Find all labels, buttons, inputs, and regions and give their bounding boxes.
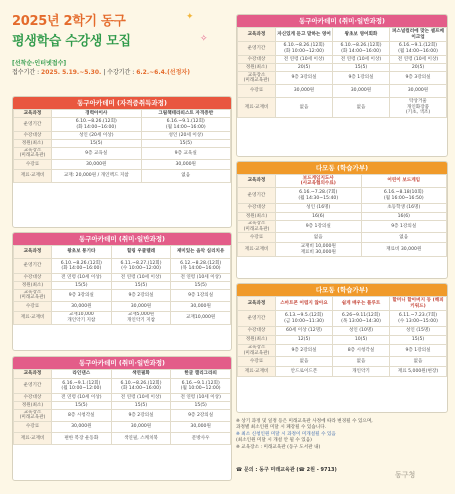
cell-capacity: 15(5) <box>333 64 390 72</box>
cell-schedule: 6.10.~8.26.(12회) (화 10:00~12:00) <box>276 42 333 56</box>
table-row <box>238 243 447 257</box>
table-row <box>238 233 447 243</box>
row-label-target: 수강대상 <box>14 394 52 402</box>
footer-notes <box>236 419 448 451</box>
cell-capacity: 15(5) <box>171 282 231 290</box>
cell-fee: 없음 <box>390 357 447 367</box>
course-name: 재미있는 음악 심리치유 <box>171 246 231 259</box>
cell-schedule: 6.12.~8.28.(12회) (목 14:00~16:00) <box>171 259 231 274</box>
row-label-course: 교육과정 <box>14 110 52 118</box>
row-label-fee: 수강료 <box>238 85 276 98</box>
row-label-course: 교육과정 <box>14 246 52 259</box>
cell-place: 9층 1강의실 <box>171 290 231 302</box>
table-row <box>14 311 231 324</box>
cell-capacity: 10(5) <box>333 336 390 345</box>
cell-target: 전 연령 (10세 이상) <box>333 56 390 64</box>
table-row <box>14 290 231 302</box>
row-label-place: 교육장소 (미래교육관) <box>238 221 276 233</box>
star-icon: ✦ <box>186 12 194 22</box>
cell-schedule: 6.16.~9.1.(12회) (월 10:00~12:00) <box>52 379 112 394</box>
cell-capacity: 16(6) <box>276 213 362 221</box>
cell-target: 전 연령 (10세 이상) <box>111 274 171 282</box>
cell-material: 교재: 20,000원 / 개인맥드 지참 <box>52 169 142 182</box>
table-row <box>238 311 447 327</box>
table-row <box>14 370 231 379</box>
section-header: 동구아카데미 (취미·일반과정) <box>13 357 231 369</box>
cell-capacity: 20(5) <box>390 64 447 72</box>
course-table <box>237 174 447 257</box>
title-line1: 2025년 2학기 동구 <box>12 14 126 29</box>
table-row <box>14 110 231 118</box>
cell-target: 전 연령 (10세 이상) <box>52 394 112 402</box>
cell-capacity: 12(5) <box>276 336 333 345</box>
cell-target: 전 연령 (10세 이상) <box>111 394 171 402</box>
row-label-course: 교육과정 <box>14 370 52 379</box>
cell-schedule: 6.16.~9.1.(12회) (월 10:00~12:00) <box>171 379 231 394</box>
cell-material: 탁상거울 개인화장품 (기초, 색조) <box>390 98 447 118</box>
course-value: 6.2.~6.4.(선정자) <box>136 68 190 76</box>
table-row <box>238 98 447 118</box>
table-row <box>238 85 447 98</box>
row-label-schedule: 운영기간 <box>238 42 276 56</box>
table-row <box>14 394 231 402</box>
cell-place: 9층 2강의실 <box>111 290 171 302</box>
cell-target: 전 연령 (10세 이상) <box>171 394 231 402</box>
cell-schedule: 6.16.~9.1.(12회) (월 14:00~16:00) <box>141 118 231 132</box>
row-label-target: 수강대상 <box>238 56 276 64</box>
cell-place: 9층 1강의실 <box>276 221 362 233</box>
cell-target: 60세 이상 (12명) <box>276 327 333 336</box>
table-row <box>14 282 231 290</box>
info-box: [선착순·인터넷접수] 접수기간 : 2025. 5.19.~5.30. | 수강기간 : 6.2.~6.4.(선정자) <box>12 60 190 76</box>
course-table <box>13 369 231 445</box>
row-label-capacity: 정원(최소) <box>14 402 52 410</box>
row-label-place: 교육장소 (미래교육관) <box>14 148 52 160</box>
cell-fee: 30,000원 <box>276 85 333 98</box>
program-section-1 <box>12 96 232 228</box>
cell-place: 8층 시청각실 <box>333 345 390 357</box>
row-label-capacity: 정원(최소) <box>238 64 276 72</box>
row-label-material: 재료·교재비 <box>14 169 52 182</box>
cell-capacity: 16(6) <box>361 213 447 221</box>
cell-capacity: 15(5) <box>52 282 112 290</box>
section-header: 동구아카데미 (자격증취득과정) <box>13 97 231 109</box>
cell-target: 전 연령 (10세 이상) <box>171 274 231 282</box>
cell-fee: 30,000원 <box>171 421 231 432</box>
cell-target: 성인 (10명) <box>333 327 390 336</box>
note-2b: (최소인원 미달 시 개설 안 될 수 있음) <box>236 438 312 444</box>
cell-target: 전 연령 (10세 이상) <box>276 56 333 64</box>
table-row <box>14 159 231 169</box>
cell-capacity: 15(5) <box>390 336 447 345</box>
row-label-target: 수강대상 <box>14 132 52 140</box>
program-section-2 <box>12 232 232 351</box>
cell-fee: 30,000원 <box>171 301 231 311</box>
cell-fee: 30,000원 <box>52 159 142 169</box>
cell-capacity: 15(5) <box>111 282 171 290</box>
cell-material: 안드로이드폰 <box>276 367 333 377</box>
row-label-capacity: 정원(최소) <box>238 213 276 221</box>
cell-material: 없음 <box>333 98 390 118</box>
cell-schedule: 6.16.~8.18(10회) (월 16:00~16:50) <box>361 188 447 204</box>
cell-fee: 30,000원 <box>52 421 112 432</box>
cell-material: 개인악기 <box>333 367 390 377</box>
row-label-material: 재료·교재비 <box>238 98 276 118</box>
row-label-schedule: 운영기간 <box>238 188 276 204</box>
cell-place: 9층 교육실 <box>141 148 231 160</box>
cell-target: 성인 (20세 이상) <box>141 132 231 140</box>
table-row <box>238 204 447 213</box>
table-row <box>14 140 231 148</box>
cell-schedule: 6.16.~7.28.(7회) (월 14:30~15:40) <box>276 188 362 204</box>
cell-schedule: 6.13.~9.5.(12회) (금 10:00~11:30) <box>276 311 333 327</box>
cell-target: 전 연령 (10세 이상) <box>390 56 447 64</box>
table-row <box>238 56 447 64</box>
table-row <box>238 221 447 233</box>
row-label-material: 재료·교재비 <box>14 432 52 444</box>
course-name: 왕초보 통기타 <box>52 246 112 259</box>
cell-schedule: 6.16.~9.1.(12회) (월 14:00~16:00) <box>390 42 447 56</box>
cell-place: 8층 시청각실 <box>52 410 112 422</box>
table-row <box>14 259 231 274</box>
course-name: 퍼스널컬러에 맞는 셀프메이크업 <box>390 28 447 42</box>
cell-fee: 30,000원 <box>333 85 390 98</box>
table-row <box>14 274 231 282</box>
cell-place: 9층 1강의실 <box>333 72 390 85</box>
cell-capacity: 15(5) <box>52 402 112 410</box>
row-label-fee: 수강료 <box>238 357 276 367</box>
course-table <box>237 296 447 377</box>
row-label-target: 수강대상 <box>238 327 276 336</box>
course-table <box>13 109 231 183</box>
course-table <box>237 27 447 118</box>
cell-place: 9층 3강의실 <box>390 72 447 85</box>
table-row <box>238 175 447 188</box>
section-header: 다모동 (학습가부) <box>237 284 447 296</box>
title-line2: 평생학습 수강생 모집 <box>12 34 131 49</box>
cell-place: 9층 1강의실 <box>361 221 447 233</box>
row-label-fee: 수강료 <box>14 301 52 311</box>
row-label-target: 수강대상 <box>14 274 52 282</box>
cell-schedule: 6.11.~7.23.(7회) (수 13:00~15:00) <box>390 311 447 327</box>
cell-fee: 없음 <box>361 233 447 243</box>
course-label: 수강기간 : <box>107 68 135 76</box>
note-2: ※ 최소 신청인원 미달 시 과정이 미개설될 수 있음 <box>236 431 336 437</box>
cell-fee: 30,000원 <box>52 301 112 311</box>
course-name: 라인댄스 <box>52 370 112 379</box>
table-row <box>238 367 447 377</box>
cell-target: 전 연령 (10세 이상) <box>52 274 112 282</box>
row-label-place: 교육장소 (미래교육관) <box>238 345 276 357</box>
row-label-target: 수강대상 <box>238 204 276 213</box>
method-label: [선착순·인터넷접수] <box>12 60 67 67</box>
table-row <box>14 421 231 432</box>
cell-schedule: 6.10.~8.26.(12회) (화 14:00~16:00) <box>111 379 171 394</box>
cell-capacity: 15(5) <box>171 402 231 410</box>
watermark: 동구청 <box>395 471 416 479</box>
table-row <box>14 169 231 182</box>
phone-contact: ☎ 문의 : 동구 미래교육관 (☎ 2원 - 9713) <box>236 467 337 473</box>
cell-material: 교재5,000원 개인악기 지참 <box>111 311 171 324</box>
cell-material: 색연필, 스케치북 <box>111 432 171 444</box>
cell-schedule: 6.10.~8.26.(12회) (화 14:00~16:00) <box>52 259 112 274</box>
row-label-capacity: 정원(최소) <box>14 140 52 148</box>
cell-material: 교재비 10,000원 재료비 30,000원 <box>276 243 362 257</box>
course-name: 자신있게 듣고 말하는 영어 <box>276 28 333 42</box>
row-label-fee: 수강료 <box>14 421 52 432</box>
row-label-course: 교육과정 <box>238 28 276 42</box>
cell-capacity: 15(5) <box>141 140 231 148</box>
note-1: ※ 상기 과정 및 일정 등은 미래교육관 사정에 따라 변경될 수 있으며, <box>236 419 373 424</box>
cell-fee: 30,000원 <box>111 421 171 432</box>
table-row <box>14 118 231 132</box>
cell-schedule: 6.26~9.11(12회) (목 13:00~14:30) <box>333 311 390 327</box>
cell-target: 초등학생 (16명) <box>361 204 447 213</box>
course-table <box>13 245 231 325</box>
program-section-4 <box>236 14 448 157</box>
cell-material: 없음 <box>141 169 231 182</box>
table-row <box>14 410 231 422</box>
note-3: ※ 교육장소 : 미래교육관 (동구 도서관 내) <box>236 444 321 450</box>
row-label-capacity: 정원(최소) <box>238 336 276 345</box>
cell-material: 재료비 30,000원 <box>361 243 447 257</box>
section-header: 동구아카데미 (취미·일반과정) <box>237 15 447 27</box>
cell-material: 교재10,000원 <box>171 311 231 324</box>
table-row <box>238 345 447 357</box>
row-label-capacity: 정원(최소) <box>14 282 52 290</box>
program-section-6 <box>236 283 448 413</box>
table-row <box>238 327 447 336</box>
table-row <box>238 188 447 204</box>
cell-fee: 30,000원 <box>141 159 231 169</box>
course-name: 색연필화 <box>111 370 171 379</box>
row-label-place: 교육장소 (미래교육관) <box>238 72 276 85</box>
cell-material: 편한 복장 운동화 <box>52 432 112 444</box>
cell-place: 9층 3강의실 <box>276 72 333 85</box>
row-label-schedule: 운영기간 <box>14 379 52 394</box>
cell-target: 성인 (20세 이상) <box>52 132 142 140</box>
row-label-course: 교육과정 <box>238 175 276 188</box>
row-label-schedule: 운영기간 <box>14 118 52 132</box>
period-value: 2025. 5.19.~5.30. <box>41 68 102 76</box>
course-name: 쉽게 배우는 플루트 <box>333 297 390 311</box>
cell-fee: 30,000원 <box>111 301 171 311</box>
course-name: 할머니 할아버지 동 (해피키워드) <box>390 297 447 311</box>
table-row <box>14 432 231 444</box>
row-label-fee: 수강료 <box>238 233 276 243</box>
course-name: 그림책테라피스트 자격증반 <box>141 110 231 118</box>
cell-fee: 없음 <box>276 233 362 243</box>
program-section-5 <box>236 161 448 279</box>
table-row <box>238 72 447 85</box>
cell-place: 9층 3강의실 <box>52 290 112 302</box>
cell-target: 성인 (15명) <box>390 327 447 336</box>
table-row <box>238 28 447 42</box>
table-row <box>14 301 231 311</box>
table-row <box>14 246 231 259</box>
table-row <box>238 336 447 345</box>
row-label-material: 재료·교재비 <box>14 311 52 324</box>
sparkle-icon: ✧ <box>200 34 208 44</box>
table-row <box>14 148 231 160</box>
course-name: 한글 캘리그라피 <box>171 370 231 379</box>
cell-place: 9층 2강의실 <box>171 410 231 422</box>
cell-material: 교재10,000 개인악기 지참 <box>52 311 112 324</box>
table-row <box>14 132 231 140</box>
course-name: 힐링 우쿨렐레 <box>111 246 171 259</box>
cell-place: 9층 2강의실 <box>111 410 171 422</box>
section-header: 다모동 (학습가부) <box>237 162 447 174</box>
row-label-place: 교육장소 (미래교육관) <box>14 410 52 422</box>
cell-place: 9층 교육실 <box>52 148 142 160</box>
row-label-schedule: 운영기간 <box>14 259 52 274</box>
cell-schedule: 6.11.~8.27.(12회) (수 10:00~12:00) <box>111 259 171 274</box>
table-row <box>238 357 447 367</box>
course-name: 왕초보 영어회화 <box>333 28 390 42</box>
table-row <box>238 42 447 56</box>
note-1b: 과정별 최소인원 미달 시 폐강될 수 있습니다. <box>236 425 327 431</box>
course-name: 스마트폰 어렵지 않아요 <box>276 297 333 311</box>
row-label-schedule: 운영기간 <box>238 311 276 327</box>
cell-capacity: 15(5) <box>52 140 142 148</box>
row-label-fee: 수강료 <box>14 159 52 169</box>
cell-fee: 30,000원 <box>390 85 447 98</box>
row-label-course: 교육과정 <box>238 297 276 311</box>
row-label-material: 재료·교재비 <box>238 367 276 377</box>
cell-place: 9층 2강의실 <box>276 345 333 357</box>
cell-capacity: 20(5) <box>276 64 333 72</box>
course-name: 어린이 보드게임 <box>361 175 447 188</box>
table-row <box>14 379 231 394</box>
cell-material: 문방사우 <box>171 432 231 444</box>
table-row <box>238 297 447 311</box>
cell-schedule: 6.10.~8.26.(12회) (화 14:00~16:00) <box>333 42 390 56</box>
course-name: 보드게임지도사 (사교육협의수료) <box>276 175 362 188</box>
table-row <box>14 402 231 410</box>
cell-schedule: 6.10.~8.26.(12회) (화 14:00~16:00) <box>52 118 142 132</box>
table-row <box>238 213 447 221</box>
row-label-material: 재료·교재비 <box>238 243 276 257</box>
cell-place: 9층 1강의실 <box>390 345 447 357</box>
cell-material: 없음 <box>276 98 333 118</box>
period-label: 접수기간 : <box>12 68 40 76</box>
row-label-place: 교육장소 (미래교육관) <box>14 290 52 302</box>
cell-material: 재료 5,000원(현장) <box>390 367 447 377</box>
section-header: 동구아카데미 (취미·일반과정) <box>13 233 231 245</box>
course-name: 경력아이사 <box>52 110 142 118</box>
program-section-3 <box>12 356 232 481</box>
cell-fee: 없음 <box>333 357 390 367</box>
cell-capacity: 15(5) <box>111 402 171 410</box>
table-row <box>238 64 447 72</box>
cell-target: 성인 (16명) <box>276 204 362 213</box>
cell-fee: 없음 <box>276 357 333 367</box>
